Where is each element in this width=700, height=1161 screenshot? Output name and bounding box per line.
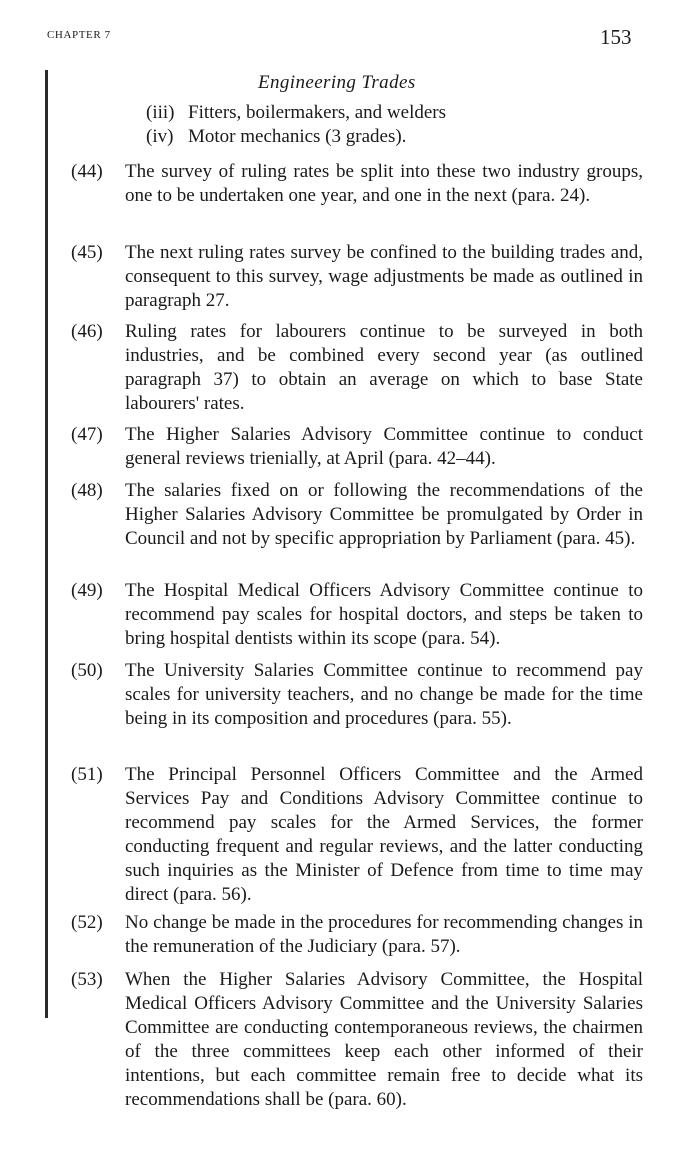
- paragraph-text: When the Higher Salaries Advisory Committee, the Hospital Medical Officers Advisory Committee and the University Salaries Committee are conducting contemporaneous reviews, the chairmen of the three committees keep each other informed of their intentions, but each committee remain free to decide what its recommendations shall be (para. 60).: [125, 969, 643, 1110]
- paragraph-number: (47): [71, 424, 103, 445]
- paragraph-number: (53): [71, 969, 103, 990]
- paragraph-50: [71, 659, 643, 731]
- margin-rule: [45, 70, 48, 1018]
- paragraph-number: (46): [71, 321, 103, 342]
- paragraph-46: [71, 320, 643, 416]
- paragraph-text: The Higher Salaries Advisory Committee continue to conduct general reviews trienially, at April (para. 42–44).: [125, 424, 643, 469]
- paragraph-45: [71, 241, 643, 313]
- paragraph-number: (44): [71, 161, 103, 182]
- paragraph-number: (45): [71, 242, 103, 263]
- paragraph-text: No change be made in the procedures for recommending changes in the remuneration of the Judiciary (para. 57).: [125, 912, 643, 957]
- chapter-label: CHAPTER 7: [47, 29, 111, 41]
- paragraph-text: The survey of ruling rates be split into these two industry groups, one to be undertaken one year, and one in the next (para. 24).: [125, 161, 643, 206]
- paragraph-52: [71, 911, 643, 959]
- paragraph-text: The salaries fixed on or following the recommendations of the Higher Salaries Advisory Committee be promulgated by Order in Council and not by specific appropriation by Parliament (para. 45).: [125, 480, 643, 549]
- paragraph-number: (49): [71, 580, 103, 601]
- page-number: 153: [600, 25, 632, 49]
- paragraph-44: [71, 160, 643, 208]
- paragraph-text: The Hospital Medical Officers Advisory Committee continue to recommend pay scales for hospital doctors, and steps be taken to bring hospital dentists within its scope (para. 54).: [125, 580, 643, 649]
- paragraph-48: [71, 479, 643, 551]
- paragraph-number: (51): [71, 764, 103, 785]
- paragraph-text: The University Salaries Committee continue to recommend pay scales for university teachers, and no change be made for the time being in its composition and procedures (para. 55).: [125, 660, 643, 729]
- sub-item-number: (iv): [146, 126, 174, 147]
- paragraph-text: The next ruling rates survey be confined to the building trades and, consequent to this survey, wage adjustments be made as outlined in paragraph 27.: [125, 242, 643, 311]
- sub-item: [146, 125, 406, 149]
- sub-item-text: Fitters, boilermakers, and welders: [188, 102, 447, 123]
- paragraph-49: [71, 579, 643, 651]
- paragraph-number: (50): [71, 660, 103, 681]
- paragraph-53: [71, 968, 643, 1112]
- paragraph-text: Ruling rates for labourers continue to be surveyed in both industries, and be combined every second year (as outlined paragraph 37) to obtain an average on which to base State labourers' rates.: [125, 321, 643, 414]
- section-heading: Engineering Trades: [258, 72, 416, 93]
- paragraph-47: [71, 423, 643, 471]
- paragraph-51: [71, 763, 643, 907]
- paragraph-text: The Principal Personnel Officers Committee and the Armed Services Pay and Conditions Advisory Committee continue to recommend pay scales for the Armed Services, the former conducting frequent and regular reviews, and the latter conducting such inquiries as the Minister of Defence from time to time may direct (para. 56).: [125, 764, 643, 905]
- paragraph-number: (52): [71, 912, 103, 933]
- paragraph-number: (48): [71, 480, 103, 501]
- sub-item-number: (iii): [146, 102, 175, 123]
- sub-item: [146, 101, 446, 125]
- sub-item-text: Motor mechanics (3 grades).: [188, 126, 407, 147]
